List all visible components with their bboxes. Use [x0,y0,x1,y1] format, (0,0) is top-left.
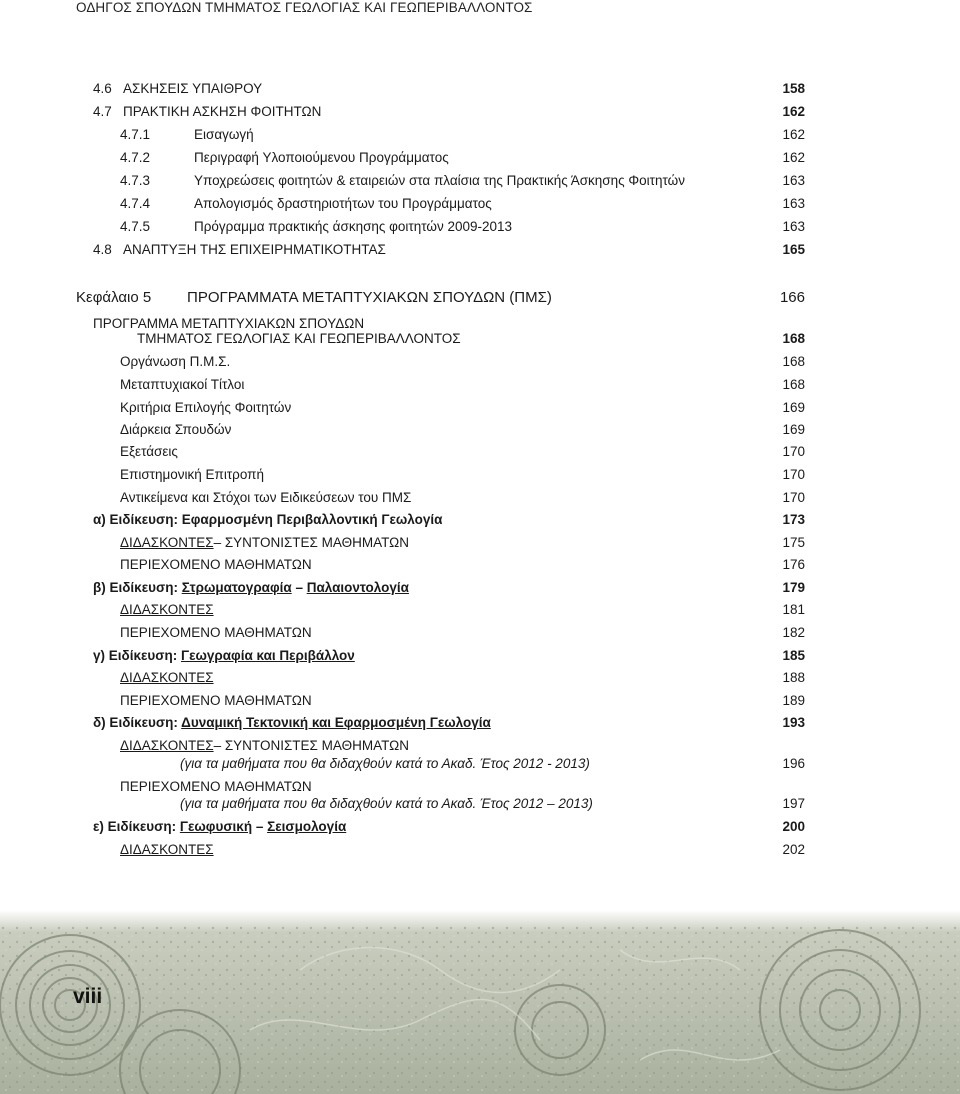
toc-page: 181 [782,602,805,617]
toc-page: 197 [782,796,805,811]
toc-page: 168 [782,354,805,369]
toc-entry-titles[interactable] [120,377,805,392]
toc-number: 4.7.3 [120,173,151,188]
toc-page: 196 [782,756,805,771]
toc-entry-4-7[interactable] [93,104,805,119]
spec-title: Εφαρμοσμένη Περιβαλλοντική Γεωλογία [181,512,443,527]
toc-a-teachers[interactable] [120,535,805,550]
toc-title: ΠΕΡΙΕΧΟΜΕΝΟ ΜΑΘΗΜΑΤΩΝ [120,625,312,640]
toc-title: ΠΡΑΚΤΙΚΗ ΑΣΚΗΣΗ ΦΟΙΤΗΤΩΝ [123,104,322,119]
toc-page: 188 [782,670,805,685]
toc-title: Οργάνωση Π.Μ.Σ. [120,354,231,369]
toc-entry-committee[interactable] [120,467,805,482]
toc-page: 158 [782,81,805,96]
toc-entry-4-7-1[interactable] [120,127,805,142]
toc-title: ΔΙΔΑΣΚΟΝΤΕΣ [120,535,214,550]
spec-prefix: γ) Ειδίκευση: [93,648,181,663]
toc-page: 163 [782,196,805,211]
toc-page: 185 [782,648,805,663]
spec-title: Γεωγραφία και Περιβάλλον [180,648,355,663]
toc-page: 200 [782,819,805,834]
chapter-title: ΠΡΟΓΡΑΜΜΑΤΑ ΜΕΤΑΠΤΥΧΙΑΚΩΝ ΣΠΟΥΔΩΝ (ΠΜΣ) [187,289,552,306]
toc-title: Υποχρεώσεις φοιτητών & εταιρειών στα πλαίσια της Πρακτικής Άσκησης Φοιτητών [194,173,685,188]
toc-title: ΤΜΗΜΑΤΟΣ ΓΕΩΛΟΓΙΑΣ ΚΑΙ ΓΕΩΠΕΡΙΒΑΛΛΟΝΤΟΣ [137,331,461,346]
toc-title: ΔΙΔΑΣΚΟΝΤΕΣ [120,602,214,617]
toc-entry-4-7-4[interactable] [120,196,805,211]
toc-title: Κριτήρια Επιλογής Φοιτητών [120,400,292,415]
toc-title: Αντικείμενα και Στόχοι των Ειδικεύσεων του ΠΜΣ [120,490,412,505]
page-number: viii [73,985,103,1008]
toc-d-teachers[interactable] [120,738,409,753]
toc-page: 176 [782,557,805,572]
toc-entry-4-7-5[interactable] [120,219,805,234]
toc-page: 165 [782,242,805,257]
toc-page: 193 [782,715,805,730]
toc-c-content[interactable] [120,693,805,708]
toc-page: 189 [782,693,805,708]
toc-b-content[interactable] [120,625,805,640]
toc-number: 4.7.5 [120,219,151,234]
toc-a-content[interactable] [120,557,805,572]
toc-page: 168 [782,377,805,392]
toc-page: 168 [782,331,805,346]
toc-c-teachers[interactable] [120,670,805,685]
spec-sep: – [291,580,307,595]
toc-entry-4-8[interactable] [93,242,805,257]
toc-title: Διάρκεια Σπουδών [120,422,232,437]
toc-title: ΠΕΡΙΕΧΟΜΕΝΟ ΜΑΘΗΜΑΤΩΝ [120,693,312,708]
toc-title: ΠΕΡΙΕΧΟΜΕΝΟ ΜΑΘΗΜΑΤΩΝ [120,557,312,572]
toc-page: 163 [782,173,805,188]
toc-title: Εισαγωγή [194,127,254,142]
toc-number: 4.8 [93,242,112,257]
toc-number: 4.7.2 [120,150,151,165]
toc-spec-d[interactable] [93,715,805,730]
toc-spec-b[interactable] [93,580,805,595]
spec-title: Γεωφυσική [179,819,253,834]
toc-entry-criteria[interactable] [120,400,805,415]
toc-title: ΑΣΚΗΣΕΙΣ ΥΠΑΙΘΡΟΥ [123,81,263,96]
toc-title: ΠΕΡΙΕΧΟΜΕΝΟ ΜΑΘΗΜΑΤΩΝ [120,779,312,794]
toc-title: ΔΙΔΑΣΚΟΝΤΕΣ [120,738,214,753]
spec-title: Στρωματογραφία [181,580,292,595]
toc-pms-heading: ΠΡΟΓΡΑΜΜΑ ΜΕΤΑΠΤΥΧΙΑΚΩΝ ΣΠΟΥΔΩΝ [93,316,365,331]
running-header: ΟΔΗΓΟΣ ΣΠΟΥΔΩΝ ΤΜΗΜΑΤΟΣ ΓΕΩΛΟΓΙΑΣ ΚΑΙ ΓΕΩΠΕΡΙΒΑΛΛΟΝΤΟΣ [76,0,533,15]
chapter-label: Κεφάλαιο 5 [76,289,152,306]
toc-number: 4.7.4 [120,196,151,211]
toc-d-content-note[interactable] [180,796,805,811]
toc-page: 166 [779,289,805,306]
toc-e-teachers[interactable] [120,842,805,857]
toc-title-rest: – ΣΥΝΤΟΝΙΣΤΕΣ ΜΑΘΗΜΑΤΩΝ [213,535,409,550]
toc-title: Πρόγραμμα πρακτικής άσκησης φοιτητών 2009-2013 [194,219,513,234]
toc-d-content[interactable] [120,779,312,794]
toc-entry-objects[interactable] [120,490,805,505]
toc-title: Εξετάσεις [120,444,178,459]
toc-chapter-5[interactable] [76,289,805,306]
spec-title-2: Σεισμολογία [267,819,347,834]
toc-title: ΔΙΔΑΣΚΟΝΤΕΣ [120,842,214,857]
toc-spec-c[interactable] [93,648,805,663]
toc-entry-4-7-2[interactable] [120,150,805,165]
spec-title: Δυναμική Τεκτονική και Εφαρμοσμένη Γεωλογία [181,715,491,730]
spec-prefix: α) Ειδίκευση: [93,512,182,527]
spec-prefix: δ) Ειδίκευση: [93,715,182,730]
spec-title-2: Παλαιοντολογία [306,580,409,595]
toc-title: ΔΙΔΑΣΚΟΝΤΕΣ [120,670,214,685]
toc-entry-exams[interactable] [120,444,805,459]
toc-spec-e[interactable] [93,819,805,834]
spec-prefix: β) Ειδίκευση: [93,580,182,595]
toc-note: (για τα μαθήματα που θα διδαχθούν κατά το Ακαδ. Έτος 2012 – 2013) [180,796,593,811]
toc-number: 4.7 [93,104,112,119]
toc-page: 182 [782,625,805,640]
toc-note: (για τα μαθήματα που θα διδαχθούν κατά το Ακαδ. Έτος 2012 - 2013) [180,756,590,771]
toc-number: 4.7.1 [120,127,151,142]
toc-title: ΑΝΑΠΤΥΞΗ ΤΗΣ ΕΠΙΧΕΙΡΗΜΑΤΙΚΟΤΗΤΑΣ [123,242,386,257]
toc-b-teachers[interactable] [120,602,805,617]
fossil-texture-band [0,910,960,1094]
toc-title: Επιστημονική Επιτροπή [120,467,265,482]
toc-page: 169 [782,422,805,437]
toc-title-rest: – ΣΥΝΤΟΝΙΣΤΕΣ ΜΑΘΗΜΑΤΩΝ [213,738,409,753]
toc-entry-duration[interactable] [120,422,805,437]
toc-number: 4.6 [93,81,112,96]
toc-entry-organization[interactable] [120,354,805,369]
toc-page: 162 [782,104,805,119]
toc-page: 170 [782,467,805,482]
toc-page: 163 [782,219,805,234]
toc-d-teachers-note[interactable] [180,756,805,771]
toc-entry-4-7-3[interactable] [120,173,805,188]
toc-page: 162 [782,127,805,142]
toc-page: 170 [782,490,805,505]
toc-entry-4-6[interactable] [93,81,805,96]
toc-page: 162 [782,150,805,165]
toc-title: Μεταπτυχιακοί Τίτλοι [120,377,245,392]
toc-title: Περιγραφή Υλοποιούμενου Προγράμματος [194,150,449,165]
toc-spec-a[interactable] [93,512,805,527]
toc-title: Απολογισμός δραστηριοτήτων του Προγράμματος [194,196,492,211]
toc-page: 173 [782,512,805,527]
toc-page: 169 [782,400,805,415]
spec-sep: – [252,819,268,834]
fossil-texture-image [0,910,960,1094]
toc-page: 179 [782,580,805,595]
toc-page: 170 [782,444,805,459]
toc-page: 175 [782,535,805,550]
toc-page: 202 [782,842,805,857]
spec-prefix: ε) Ειδίκευση: [93,819,180,834]
